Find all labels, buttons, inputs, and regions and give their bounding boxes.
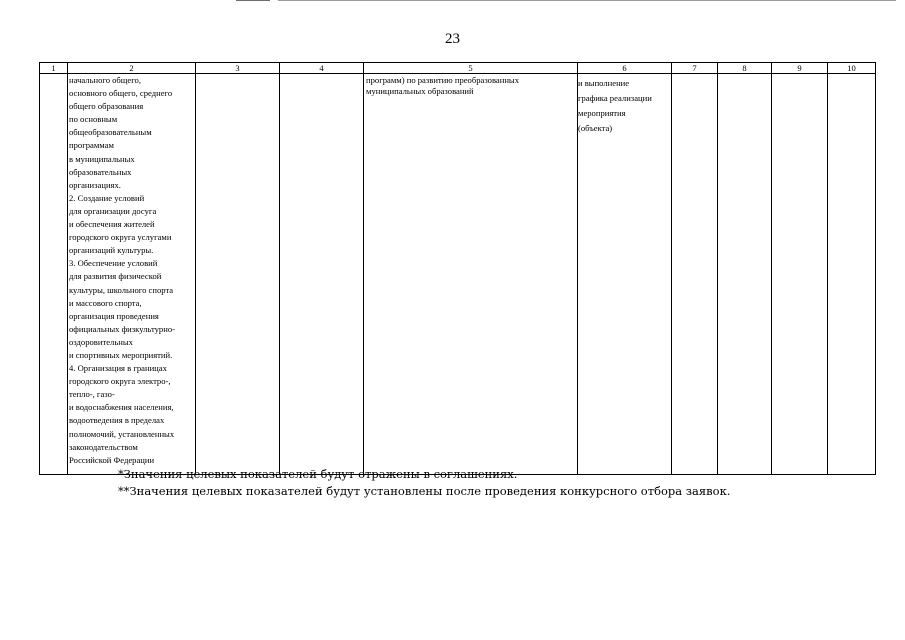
table-cell [772, 74, 828, 475]
table-header-row [40, 63, 876, 74]
cell-text-schedule: и выполнение графика реализации мероприятия (объекта) [578, 78, 652, 133]
table-cell [578, 74, 672, 475]
column-header: 6 [578, 63, 672, 74]
column-header: 7 [672, 63, 718, 74]
column-header: 10 [828, 63, 876, 74]
footnote-targets-competition: **Значения целевых показателей будут установлены после проведения конкурсного отбора заявок. [118, 484, 731, 498]
page-number: 23 [445, 31, 460, 47]
column-header: 3 [196, 63, 280, 74]
column-header: 5 [364, 63, 578, 74]
cell-text-programs: программ) по развитию преобразованных муниципальных образований [366, 75, 520, 96]
table-cell [364, 74, 578, 475]
table-cell [196, 74, 280, 475]
table-cell [828, 74, 876, 475]
table-cell [672, 74, 718, 475]
column-header: 2 [68, 63, 196, 74]
table-row [40, 74, 876, 475]
column-header: 9 [772, 63, 828, 74]
column-header: 8 [718, 63, 772, 74]
scan-artifact-line [236, 0, 270, 1]
scan-artifact-line [278, 0, 896, 1]
table-cell [40, 74, 68, 475]
table-cell [68, 74, 196, 475]
column-header: 1 [40, 63, 68, 74]
table-cell [718, 74, 772, 475]
cell-text-tasks: начального общего, основного общего, среднего общего образования по основным общеобразовательным программам в муниципальных образовательных организациях. 2. Создание условий для организации досуга и обеспечения жителей городского округа услугами организаций культуры. 3. Обеспечение условий для развития физической культуры, школьного спорта и массового спорта, организация проведения официальных физкультурно- оздоровительных и спортивных мероприятий. 4. Организация в границах городского округа электро-, тепло-, газо- и водоснабжения населения, водоотведения в пределах полномочий, установленных законодательством Российской Федерации [69, 75, 175, 465]
table-cell [280, 74, 364, 475]
footnote-targets-agreements: *Значения целевых показателей будут отражены в соглашениях. [118, 467, 518, 481]
column-header: 4 [280, 63, 364, 74]
indicators-table [39, 62, 876, 475]
